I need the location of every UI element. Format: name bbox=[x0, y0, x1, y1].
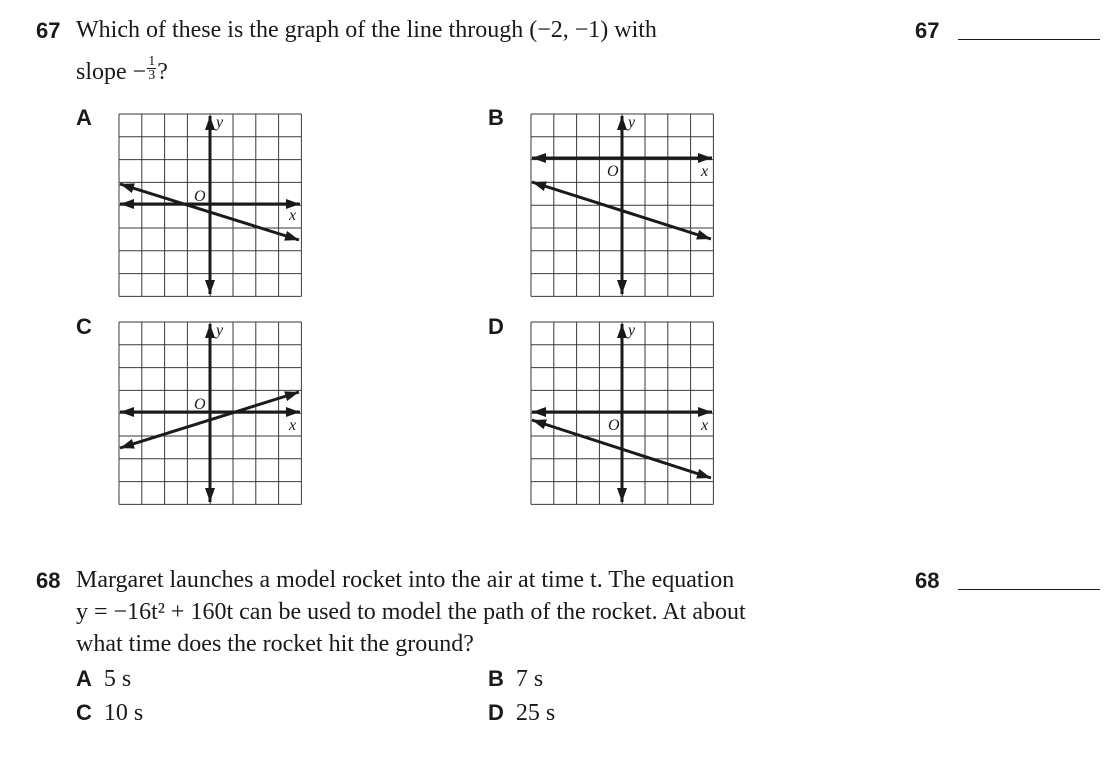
arrowhead bbox=[120, 407, 134, 417]
answer-68-blank[interactable] bbox=[958, 589, 1100, 590]
choice-a[interactable] bbox=[76, 666, 131, 693]
choice-letter: A bbox=[76, 666, 92, 691]
origin-label: O bbox=[608, 417, 620, 434]
slope-suffix: ? bbox=[157, 59, 168, 85]
slope-fraction bbox=[147, 55, 156, 82]
origin-label: O bbox=[607, 163, 619, 180]
graph-a-letter: A bbox=[76, 105, 92, 130]
arrowhead bbox=[696, 230, 711, 240]
answer-67-number: 67 bbox=[915, 18, 940, 43]
graph-b[interactable] bbox=[522, 106, 722, 304]
choice-text: 7 s bbox=[515, 666, 544, 692]
slope-denominator: 3 bbox=[148, 67, 156, 83]
arrowhead bbox=[617, 280, 627, 294]
choice-text: 10 s bbox=[103, 700, 144, 726]
choice-d[interactable] bbox=[488, 700, 555, 727]
arrowhead bbox=[284, 231, 299, 241]
x-axis-label: x bbox=[701, 163, 709, 180]
arrowhead bbox=[286, 407, 300, 417]
x-axis-label: x bbox=[289, 207, 297, 224]
choice-letter: D bbox=[488, 700, 504, 725]
arrowhead bbox=[120, 439, 135, 449]
question-67-number: 67 bbox=[36, 18, 61, 43]
question-67-text-line1: Which of these is the graph of the line through (−2, −1) with bbox=[76, 17, 657, 43]
arrowhead bbox=[532, 407, 546, 417]
y-axis-label: y bbox=[216, 322, 224, 339]
graph-d-letter: D bbox=[488, 314, 504, 339]
choice-text: 25 s bbox=[515, 700, 556, 726]
origin-label: O bbox=[194, 188, 206, 205]
choice-b[interactable] bbox=[488, 666, 543, 693]
graph-c-letter: C bbox=[76, 314, 92, 339]
origin-label: O bbox=[194, 396, 206, 413]
x-axis-label: x bbox=[701, 417, 709, 434]
arrowhead bbox=[698, 153, 712, 163]
y-axis-label: y bbox=[216, 114, 224, 131]
graph-a[interactable] bbox=[110, 106, 310, 304]
choice-c[interactable] bbox=[76, 700, 143, 727]
choice-letter: C bbox=[76, 700, 92, 725]
arrowhead bbox=[698, 407, 712, 417]
arrowhead bbox=[532, 420, 547, 430]
choice-letter: B bbox=[488, 666, 504, 691]
question-68-number: 68 bbox=[36, 568, 61, 593]
arrowhead bbox=[205, 280, 215, 294]
question-68-text-line3: what time does the rocket hit the ground? bbox=[76, 631, 474, 657]
slope-prefix: slope − bbox=[76, 59, 147, 85]
arrowhead bbox=[617, 488, 627, 502]
arrowhead bbox=[696, 469, 711, 479]
question-67-text-line2 bbox=[76, 53, 168, 88]
graph-b-letter: B bbox=[488, 105, 504, 130]
arrowhead bbox=[205, 116, 215, 130]
graph-c[interactable] bbox=[110, 314, 310, 512]
arrowhead bbox=[120, 199, 134, 209]
arrowhead bbox=[532, 153, 546, 163]
arrowhead bbox=[532, 181, 547, 191]
y-axis-label: y bbox=[628, 322, 636, 339]
question-68-text-line2: y = −16t² + 160t can be used to model the path of the rocket. At about bbox=[76, 599, 746, 625]
arrowhead bbox=[120, 183, 135, 193]
answer-67-blank[interactable] bbox=[958, 39, 1100, 40]
arrowhead bbox=[617, 116, 627, 130]
arrowhead bbox=[205, 488, 215, 502]
arrowhead bbox=[205, 324, 215, 338]
graph-d[interactable] bbox=[522, 314, 722, 512]
arrowhead bbox=[284, 391, 299, 401]
question-68-text-line1: Margaret launches a model rocket into the air at time t. The equation bbox=[76, 567, 735, 593]
arrowhead bbox=[617, 324, 627, 338]
slope-numerator: 1 bbox=[148, 53, 156, 69]
x-axis-label: x bbox=[289, 417, 297, 434]
choice-text: 5 s bbox=[103, 666, 132, 692]
y-axis-label: y bbox=[628, 114, 636, 131]
answer-68-number: 68 bbox=[915, 568, 940, 593]
